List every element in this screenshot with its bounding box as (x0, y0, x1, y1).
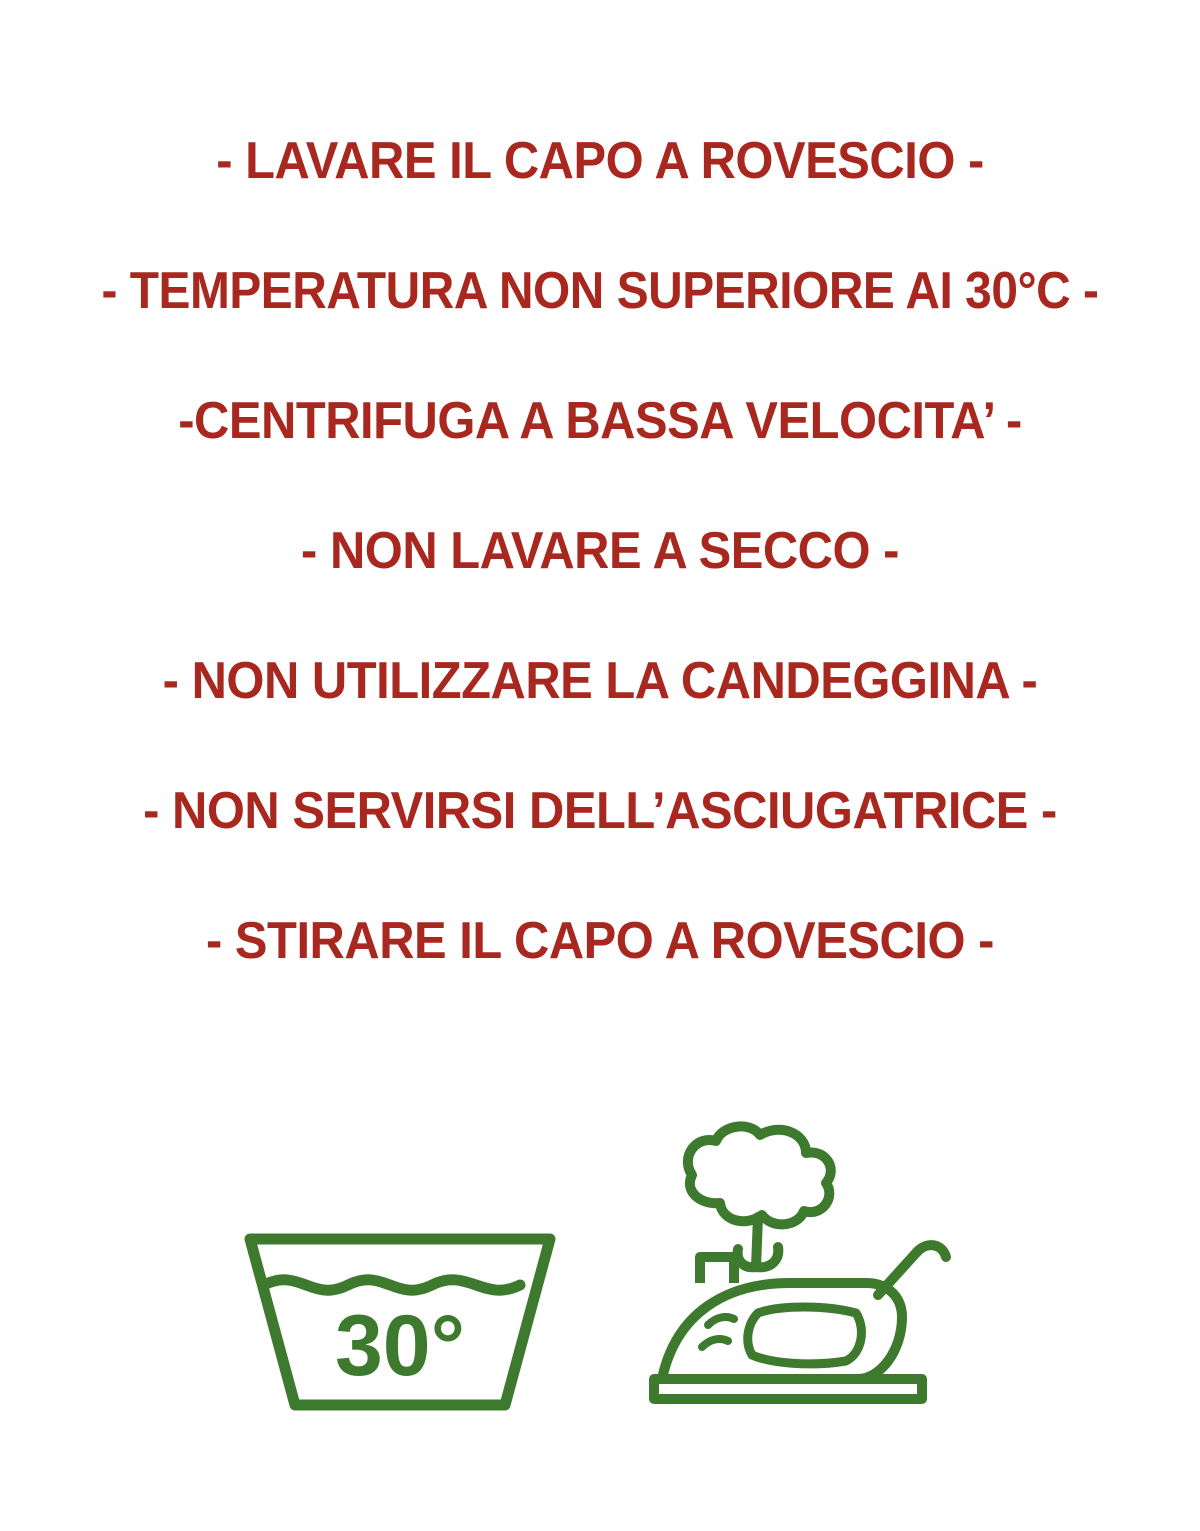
care-instruction-line: -CENTRIFUGA A BASSA VELOCITA’ - (178, 392, 1022, 450)
iron-steam-icon (630, 1117, 960, 1427)
wash-tub-30-icon (240, 1227, 560, 1417)
care-instruction-line: - TEMPERATURA NON SUPERIORE AI 30°C - (101, 262, 1099, 320)
care-instruction-line: - LAVARE IL CAPO A ROVESCIO - (216, 132, 984, 190)
care-instruction-line: - NON LAVARE A SECCO - (301, 522, 899, 580)
care-symbols-row (0, 1095, 1200, 1435)
care-instruction-line: - NON UTILIZZARE LA CANDEGGINA - (162, 652, 1038, 710)
care-instructions-list (0, 96, 1200, 1006)
care-instruction-line: - NON SERVIRSI DELL’ASCIUGATRICE - (143, 782, 1057, 840)
wash-temperature-label: 30° (334, 1298, 466, 1394)
care-instruction-line: - STIRARE IL CAPO A ROVESCIO - (206, 912, 994, 970)
